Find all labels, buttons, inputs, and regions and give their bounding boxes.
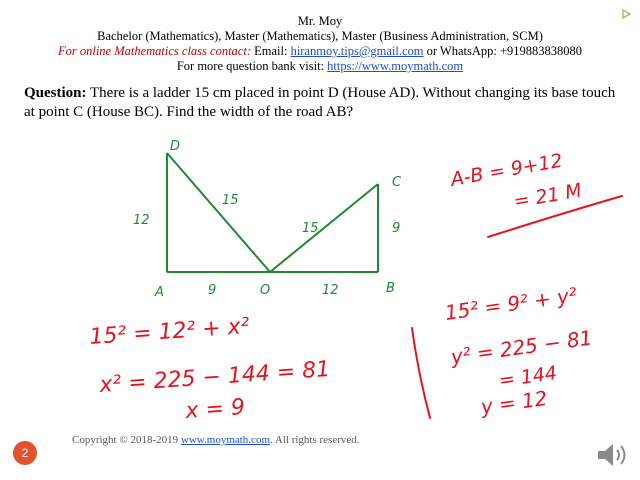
- ladder-oc-line: [270, 184, 378, 272]
- footer-website-link[interactable]: www.moymath.com: [180, 434, 270, 446]
- question-body: There is a ladder 15 cm placed in point D (House AD). Without changing its base touch at point C (House BC). Find the width of the road AB?: [24, 85, 616, 120]
- email-prefix: Email:: [251, 44, 291, 58]
- label-o: O: [260, 283, 271, 298]
- page-number-badge: 2: [13, 441, 37, 465]
- question-label: Question:: [24, 85, 87, 101]
- ladder-do-line: [167, 153, 270, 272]
- email-link[interactable]: hiranmoy.tips@gmail.com: [290, 44, 424, 58]
- right-equation-1: 15² = 9² + y²: [443, 282, 579, 325]
- label-b: B: [386, 281, 395, 296]
- label-ob-length: 12: [322, 283, 339, 298]
- left-equation-2: x² = 225 − 144 = 81: [98, 356, 331, 398]
- speaker-icon[interactable]: [596, 440, 630, 470]
- copyright-prefix: Copyright © 2018-2019: [72, 434, 181, 446]
- label-d: D: [170, 139, 181, 154]
- left-equation-3: x = 9: [184, 394, 246, 424]
- website-link[interactable]: https://www.moymath.com: [327, 59, 464, 73]
- bank-prefix: For more question bank visit:: [176, 59, 328, 73]
- ab-result-line: = 21 M: [512, 179, 584, 213]
- label-oc-length: 15: [302, 221, 319, 236]
- ab-sum-line: A-B = 9+12: [449, 149, 565, 191]
- label-a: A: [155, 285, 164, 300]
- author-credentials: Bachelor (Mathematics), Master (Mathematics), Master (Business Administration, SCM): [97, 29, 543, 43]
- right-equation-4: y = 12: [479, 385, 549, 419]
- label-ao-length: 9: [208, 283, 217, 298]
- label-c: C: [392, 175, 402, 190]
- label-do-length: 15: [222, 193, 239, 208]
- author-name: Mr. Moy: [297, 14, 343, 28]
- whatsapp-text: or WhatsApp: +919883838080: [423, 44, 583, 58]
- label-bc-length: 9: [392, 221, 401, 236]
- right-equation-3: = 144: [497, 362, 559, 392]
- divider-stroke: [412, 328, 430, 418]
- copyright-footer: [72, 434, 360, 446]
- contact-label: For online Mathematics class contact:: [57, 44, 251, 58]
- copyright-suffix: . All rights reserved.: [270, 434, 360, 446]
- left-equation-1: 15² = 12² + x²: [88, 313, 251, 350]
- right-equation-2: y² = 225 − 81: [449, 325, 594, 369]
- ladder-diagram: [167, 153, 378, 272]
- label-ad-length: 12: [133, 213, 150, 228]
